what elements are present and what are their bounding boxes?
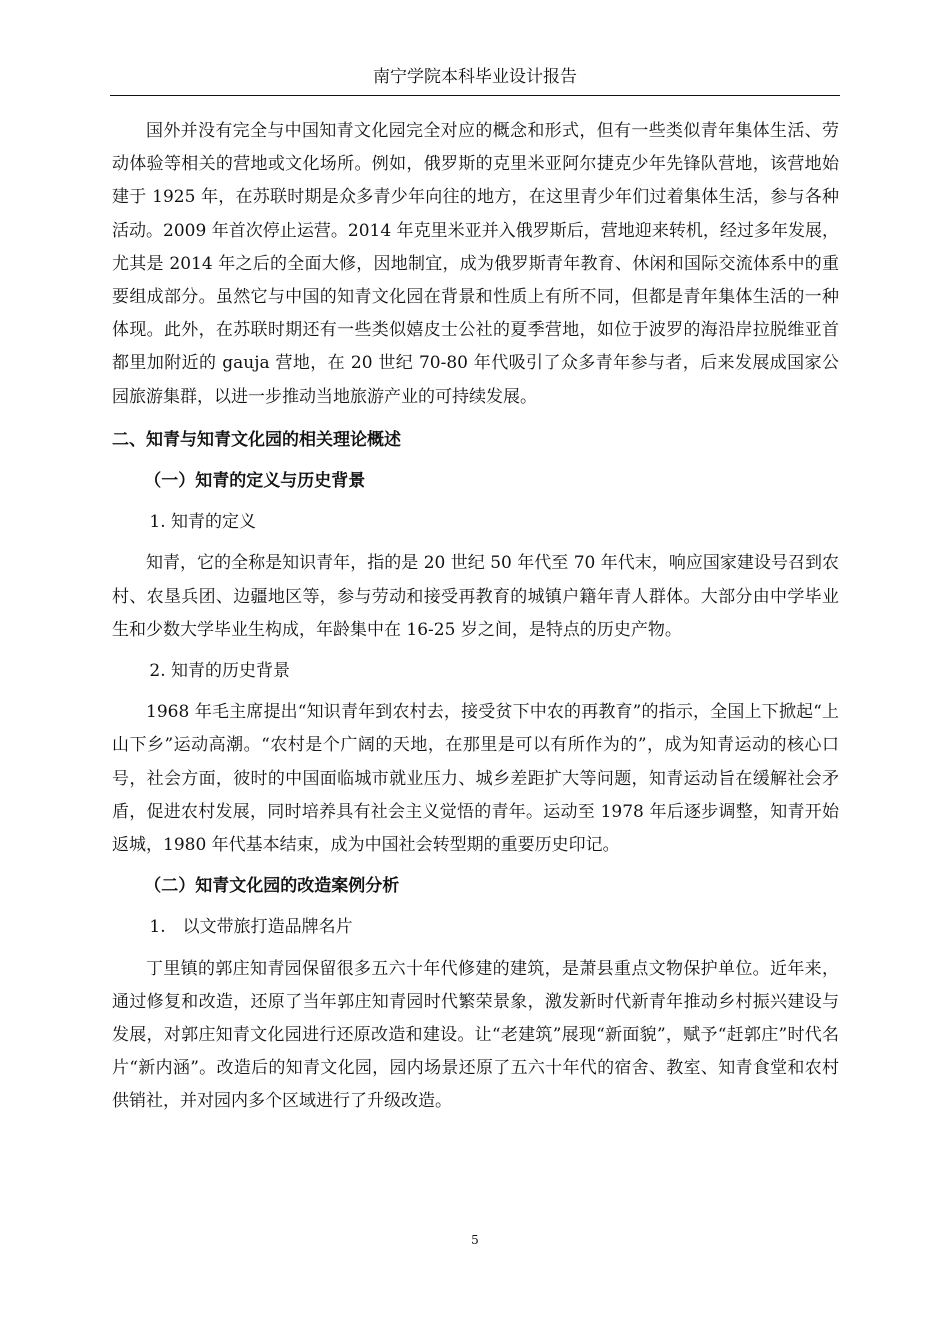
intro-paragraph: 国外并没有完全与中国知青文化园完全对应的概念和形式，但有一些类似青年集体生活、劳动体验等相关的营地或文化场所。例如，俄罗斯的克里米亚阿尔捷克少年先锋队营地，该营地始建于 1925 年，在苏联时期是众多青少年向往的地方，在这里青少年们过着集体生活，参与各种活动。2009 年首次停止运营。2014 年克里米亚并入俄罗斯后，营地迎来转机，经过多年发展，尤其是 2014 年之后的全面大修，因地制宜，成为俄罗斯青年教育、休闲和国际交流体系中的重要组成部分。虽然它与中国的知青文化园在背景和性质上有所不同，但都是青年集体生活的一种体现。此外，在苏联时期还有一些类似嬉皮士公社的夏季营地，如位于波罗的海沿岸拉脱维亚首都里加附近的 gauja 营地，在 20 世纪 70-80 年代吸引了众多青年参与者，后来发展成国家公园旅游集群，以进一步推动当地旅游产业的可持续发展。 bbox=[112, 121, 839, 407]
page-body bbox=[112, 115, 839, 1119]
running-header: 南宁学院本科毕业设计报告 bbox=[373, 67, 577, 87]
page-number: 5 bbox=[471, 1233, 479, 1247]
section-heading: 二、知青与知青文化园的相关理论概述 bbox=[112, 429, 401, 450]
body-paragraph: 丁里镇的郭庄知青园保留很多五六十年代修建的建筑，是萧县重点文物保护单位。近年来，通过修复和改造，还原了当年郭庄知青园时代繁荣景象，激发新时代新青年推动乡村振兴建设与发展，对郭庄知青文化园进行还原改造和建设。让“老建筑”展现“新面貌”，赋予“赶郭庄”时代名片“新内涵”。改造后的知青文化园，园内场景还原了五六十年代的宿舍、教室、知青食堂和农村供销社，并对园内多个区域进行了升级改造。 bbox=[112, 958, 839, 1112]
body-paragraph: 知青，它的全称是知识青年，指的是 20 世纪 50 年代至 70 年代末，响应国家建设号召到农村、农垦兵团、边疆地区等，参与劳动和接受再教育的城镇户籍年青人群体。大部分由中学毕业生和少数大学毕业生构成，年龄集中在 16-25 岁之间，是特点的历史产物。 bbox=[112, 553, 839, 640]
item-heading: 2. 知青的历史背景 bbox=[149, 661, 291, 682]
header-rule bbox=[110, 95, 840, 96]
subsection-heading: （二）知青文化园的改造案例分析 bbox=[144, 876, 400, 897]
item-heading: 1. 以文带旅打造品牌名片 bbox=[149, 917, 353, 938]
item-heading: 1. 知青的定义 bbox=[149, 512, 257, 533]
subsection-heading: （一）知青的定义与历史背景 bbox=[144, 471, 366, 492]
body-paragraph: 1968 年毛主席提出“知识青年到农村去，接受贫下中农的再教育”的指示，全国上下掀起“上山下乡”运动高潮。“农村是个广阔的天地，在那里是可以有所作为的”，成为知青运动的核心口号，社会方面，彼时的中国面临城市就业压力、城乡差距扩大等问题，知青运动旨在缓解社会矛盾，促进农村发展，同时培养具有社会主义觉悟的青年。运动至 1978 年后逐步调整，知青开始返城，1980 年代基本结束，成为中国社会转型期的重要历史印记。 bbox=[112, 702, 839, 856]
